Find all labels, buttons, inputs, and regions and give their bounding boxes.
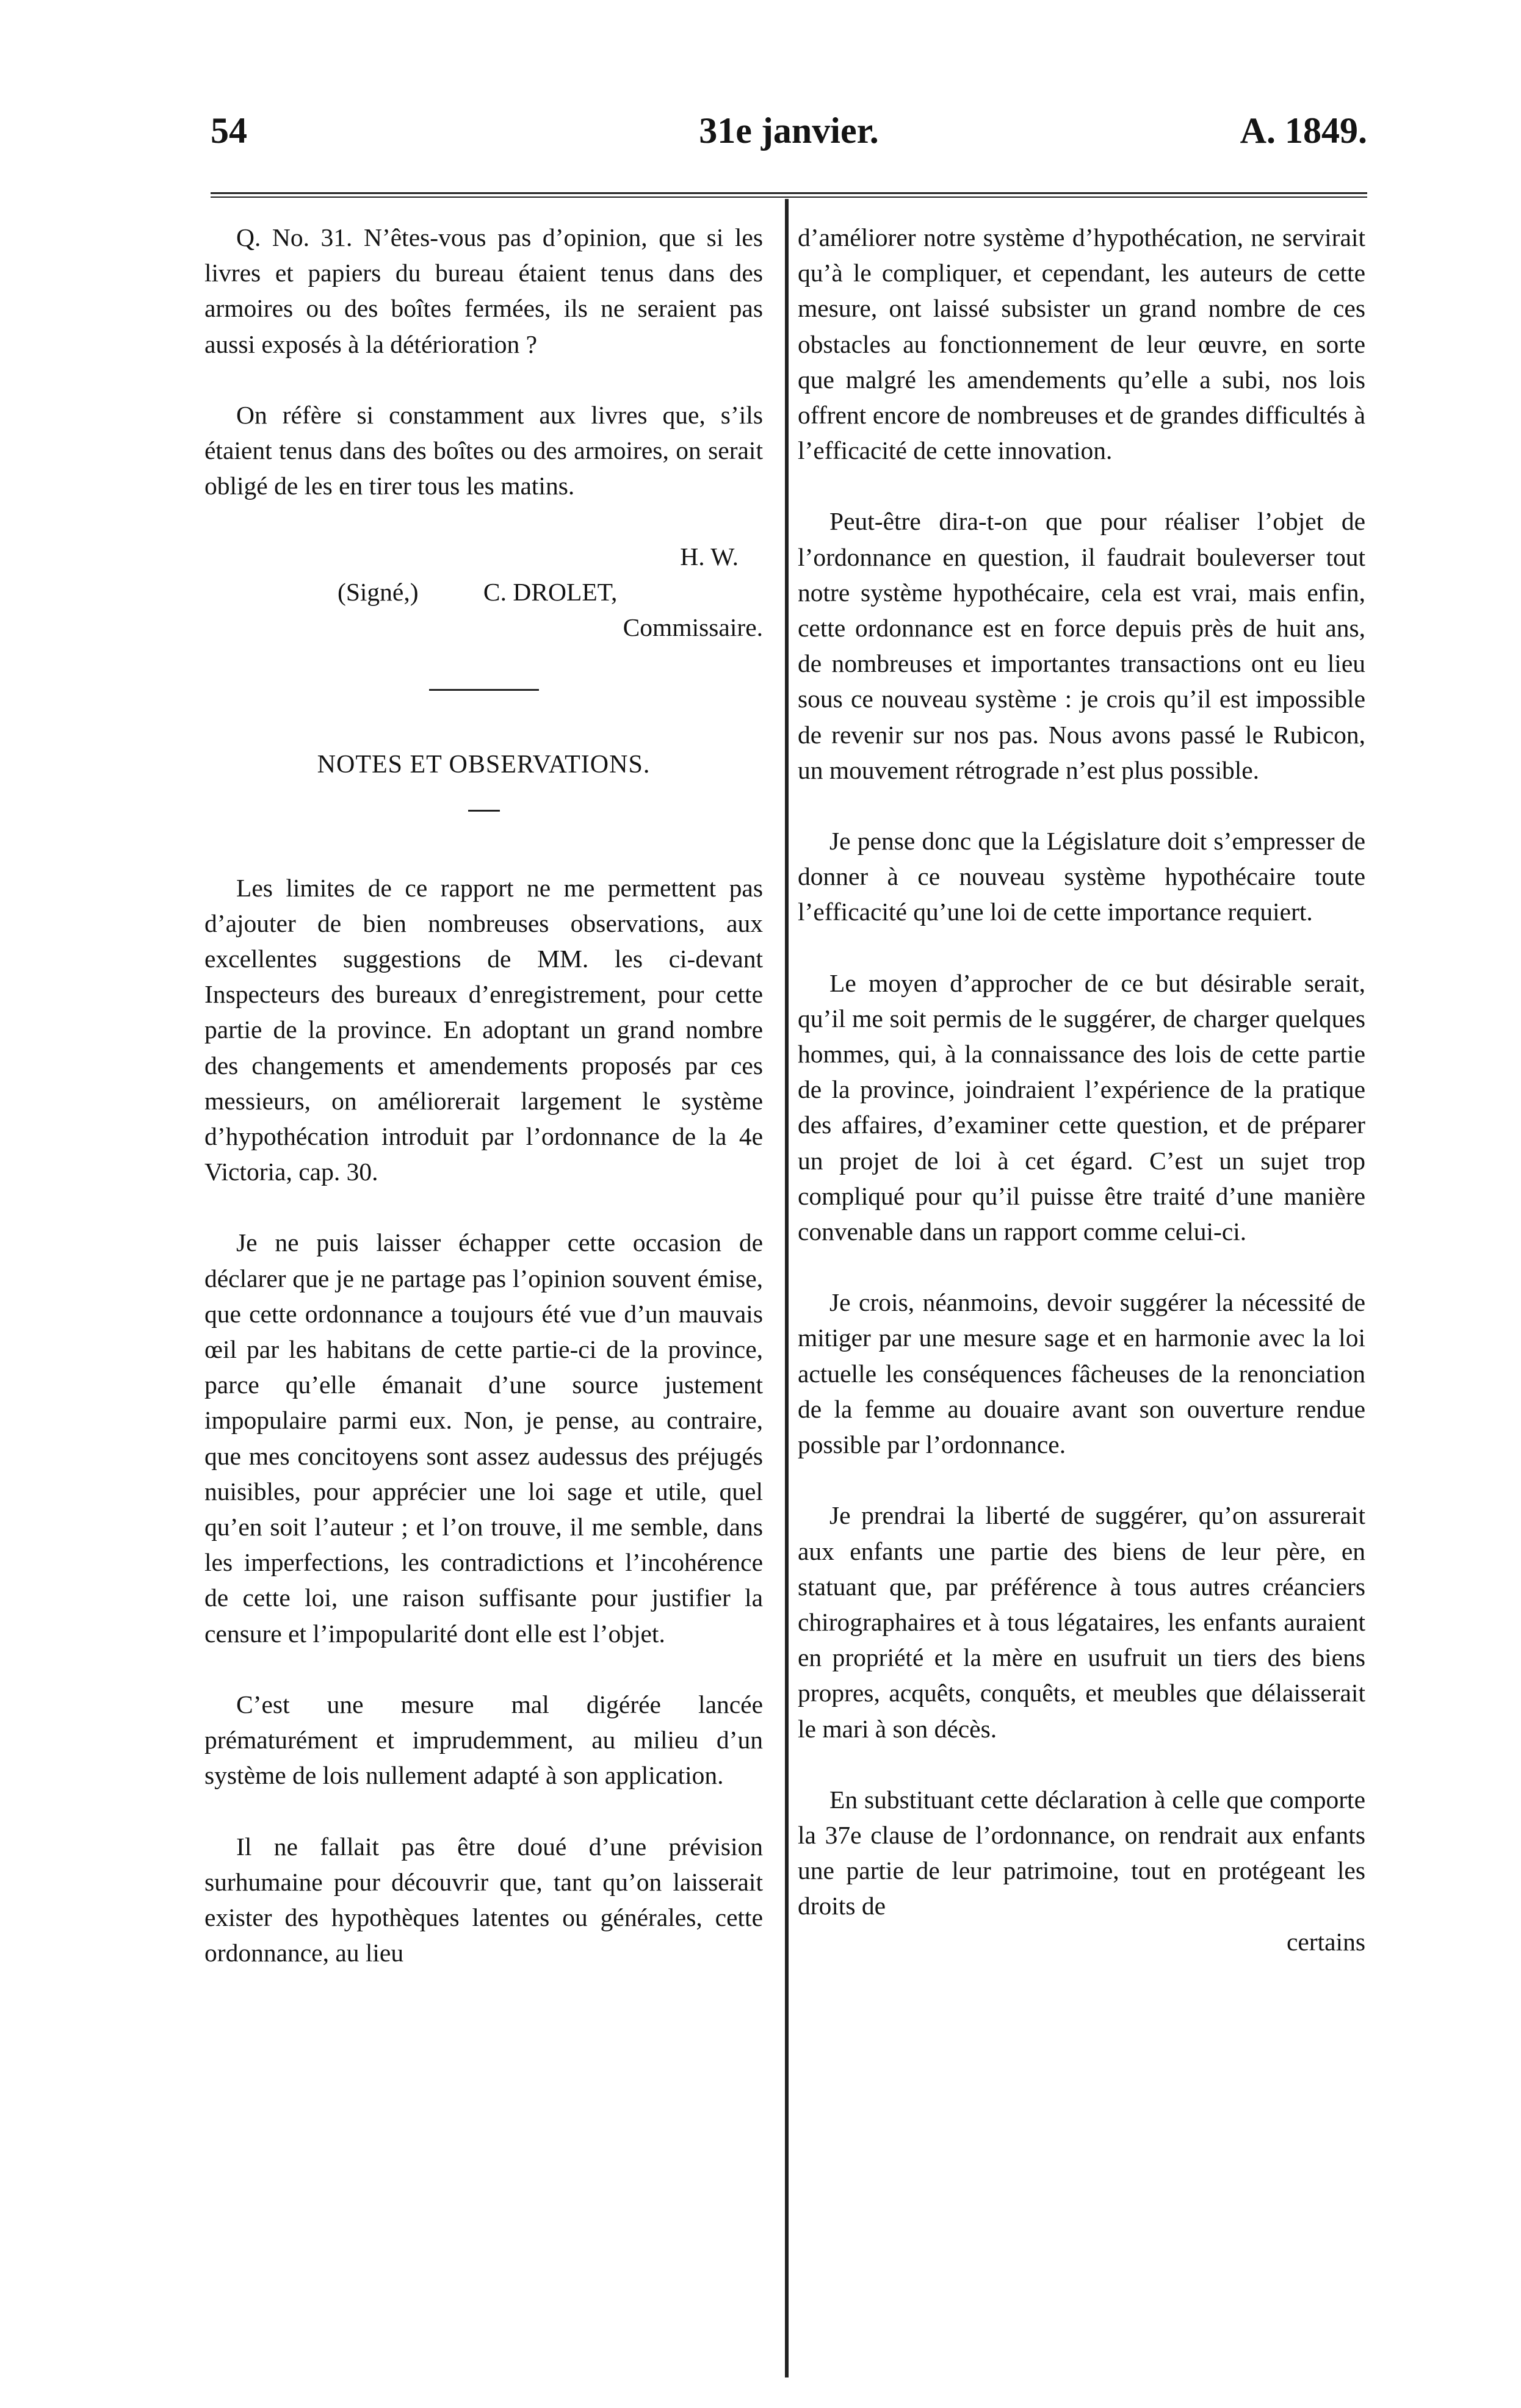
page-header xyxy=(211,110,1367,171)
question-paragraph: Q. No. 31. N’êtes-vous pas d’opinion, que si les livres et papiers du bureau étaient tenus dans des armoires ou des boîtes fermées, ils ne seraient pas aussi exposés à la détérioration ? xyxy=(204,223,763,358)
notes-paragraph-1: Les limites de ce rapport ne me permettent pas d’ajouter de bien nombreuses observations, aux excellentes suggestions de MM. les ci-devant Inspecteurs des bureaux d’enregistrement, pour cette partie de la province. En adoptant un grand nombre des changements et amendements proposés par ces messieurs, on améliorerait largement le système d’hypothécation introduit par l’ordonnance de la 4e Victoria, cap. 30. xyxy=(204,873,763,1186)
right-paragraph-3: Je pense donc que la Législature doit s’empresser de donner à ce nouveau système hypothécaire toute l’efficacité qu’une loi de cette importance requiert. xyxy=(798,827,1365,926)
right-column xyxy=(798,220,1365,1959)
continued-paragraph: d’améliorer notre système d’hypothécation, ne servirait qu’à le compliquer, et cependant, les auteurs de cette mesure, ont laissé subsister un grand nombre de ces obstacles au fonctionnement de leur œuvre, en sorte que malgré les amendements qu’elle a subi, nos lois offrent encore de nombreuses et de grandes difficultés à l’efficacité de cette innovation. xyxy=(798,223,1365,465)
header-double-rule xyxy=(211,192,1367,198)
section-rule xyxy=(429,689,539,691)
signature-initials: H. W. xyxy=(680,543,739,571)
signature-name: C. DROLET, xyxy=(483,578,618,607)
notes-paragraph-2: Je ne puis laisser échapper cette occasion de déclarer que je ne partage pas l’opinion souvent émise, que cette ordonnance a toujours été vue d’un mauvais œil par les habitans de cette partie-ci de la province, parce qu’elle émanait d’une source justement impopulaire parmi eux. Non, je pense, au contraire, que mes concitoyens sont assez audessus des préjugés nuisibles, pour apprécier une loi sage et utile, quel qu’en soit l’auteur ; et l’on trouve, il me semble, dans les imperfections, les contradictions et l’incohérence de cette loi, une raison suffisante pour justifier la censure et l’impopularité dont elle est l’objet. xyxy=(204,1228,763,1648)
answer-paragraph: On réfère si constamment aux livres que, s’ils étaient tenus dans des boîtes ou des armoires, on serait obligé de les en tirer tous les matins. xyxy=(204,400,763,500)
section-dash xyxy=(468,810,500,812)
page-number: 54 xyxy=(211,110,247,151)
column-divider xyxy=(785,199,789,2377)
catchword: certains xyxy=(1286,1927,1365,1956)
notes-paragraph-4: Il ne fallait pas être doué d’une prévision surhumaine pour découvrir que, tant qu’on laisserait exister des hypothèques latentes ou générales, cette ordonnance, au lieu xyxy=(204,1832,763,1967)
right-paragraph-6: Je prendrai la liberté de suggérer, qu’on assurerait aux enfants une partie des biens de leur père, en statuant que, par préférence à tous autres créanciers chirographaires et à tous légataires, les enfants auraient en propriété et la mère en usufruit un tiers des biens propres, acquêts, conquêts, et meubles que délaisserait le mari à son décès. xyxy=(798,1501,1365,1743)
notes-paragraph-3: C’est une mesure mal digérée lancée prématurément et imprudemment, au milieu d’un système de lois nullement adapté à son application. xyxy=(204,1690,763,1790)
signature-title: Commissaire. xyxy=(623,613,763,642)
header-year: A. 1849. xyxy=(1240,110,1367,151)
header-date: 31e janvier. xyxy=(699,110,879,151)
signature-line xyxy=(338,574,763,610)
right-paragraph-7: En substituant cette déclaration à celle que comporte la 37e clause de l’ordonnance, on rendrait aux enfants une partie de leur patrimoine, tout en protégeant les droits de xyxy=(798,1785,1365,1920)
right-paragraph-5: Je crois, néanmoins, devoir suggérer la nécessité de mitiger par une mesure sage et en harmonie avec la loi actuelle les conséquences fâcheuses de la renonciation de la femme au douaire avant son ouverture rendue possible par l’ordonnance. xyxy=(798,1288,1365,1459)
right-paragraph-2: Peut-être dira-t-on que pour réaliser l’objet de l’ordonnance en question, il faudrait bouleverser tout notre système hypothécaire, cela est vrai, mais enfin, cette ordonnance est en force depuis près de huit ans, de nombreuses et importantes transactions ont eu lieu sous ce nouveau système : je crois qu’il est impossible de revenir sur nos pas. Nous avons passé le Rubicon, un mouvement rétrograde n’est plus possible. xyxy=(798,507,1365,784)
left-column xyxy=(204,220,763,2006)
right-paragraph-4: Le moyen d’approcher de ce but désirable serait, qu’il me soit permis de le suggérer, de charger quelques hommes, qui, à la connaissance des lois de cette partie de la province, joindraient l’expérience de la pratique des affaires, d’examiner cette question, et de préparer un projet de loi à cet égard. C’est un sujet trop compliqué pour qu’il puisse être traité d’une manière convenable dans un rapport comme celui-ci. xyxy=(798,968,1365,1246)
signature-block xyxy=(204,539,763,645)
section-title: NOTES ET OBSERVATIONS. xyxy=(317,751,651,779)
signature-signe: (Signé,) xyxy=(338,578,419,607)
